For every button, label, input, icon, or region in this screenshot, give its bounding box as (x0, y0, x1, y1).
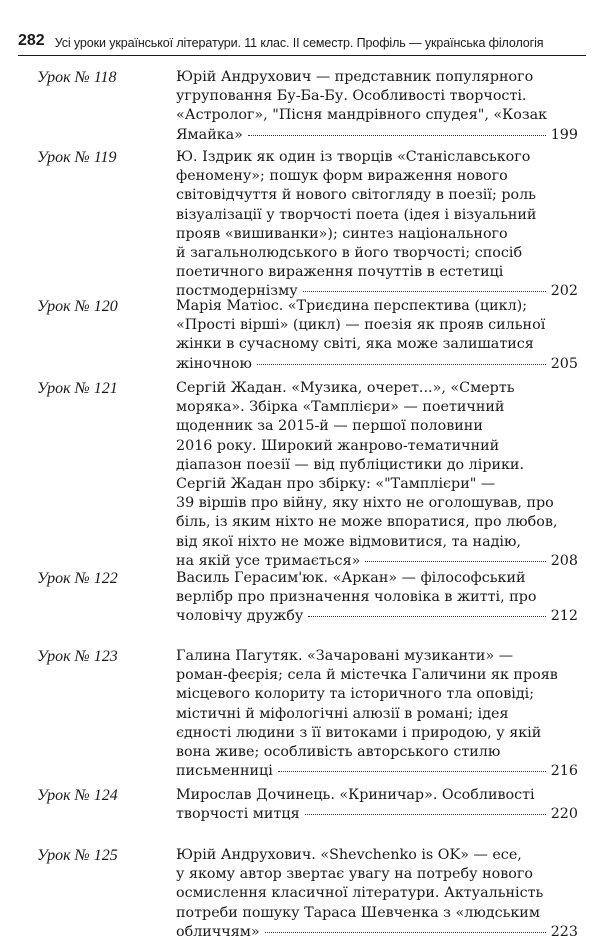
lesson-label: Урок № 123 (37, 648, 118, 665)
dot-leader (248, 135, 546, 136)
lesson-text-line: вона живе; особливість авторського стилю (176, 744, 501, 760)
running-title: Усі уроки української літератури. 11 клас. ІІ семестр. Профіль — українська філологія (54, 36, 544, 50)
lesson-text-line: Сергій Жадан. «Музика, очерет...», «Смерть (176, 380, 515, 396)
lesson-text-line: місцевого колориту та історичного тла оповіді; (176, 686, 535, 703)
lesson-text-line: Ямайка» (176, 126, 243, 143)
lesson-text-line: світовідчуття й нового світогляду в поезії; роль (176, 187, 536, 204)
running-header (18, 20, 586, 56)
lesson-text-line: 2016 року. Широкий жанрово-тематичний (176, 437, 500, 454)
lesson-text-line: Юрій Андрухович — представник популярного (176, 69, 534, 85)
lesson-text-line: жіночною (176, 355, 252, 372)
lesson-text-line: прояв «вишиванки»); синтез національного (176, 225, 508, 242)
lesson-text-line: «Прості вірші» (цикл) — поезія як прояв сильної (176, 317, 546, 334)
dot-leader (278, 771, 546, 772)
lesson-text-line: Василь Герасим'юк. «Аркан» — філософський (176, 570, 526, 586)
lesson-text-line: верлібр про призначення чоловіка в житті, про (176, 589, 537, 606)
lesson-text-line: щоденник за 2015-й — першої половини (176, 418, 483, 435)
lesson-text-line: у якому автор звертає увагу на потребу нового (176, 866, 533, 883)
lesson-last-line (176, 762, 578, 781)
lesson-text-line: жінки в сучасному світі, яка може залишатися (176, 336, 534, 353)
lesson-label: Урок № 122 (37, 570, 118, 587)
lesson-text-line: містичні й міфологічні алюзії в романі; ідея (176, 705, 509, 722)
lesson-text-line: діапазон поезії — від публіцистики до лірики. (176, 456, 525, 473)
lesson-text-line: осмислення класичної літератури. Актуальність (176, 885, 544, 902)
lesson-text-line: постмодернізму (176, 283, 298, 300)
lesson-text-line: творчості митця (176, 806, 300, 823)
dot-leader (365, 561, 545, 562)
lesson-last-line (176, 355, 578, 374)
lesson-last-line (176, 126, 578, 145)
lesson-page-number: 199 (550, 126, 578, 143)
lesson-text-line: й загальнолюдського в його творчості; спосіб (176, 245, 523, 261)
lesson-text-line: біль, із яким ніхто не може впоратися, про любов, (176, 514, 558, 531)
lesson-last-line (176, 923, 578, 942)
lesson-text-line: Юрій Андрухович. «Shevchenko is OK» — есе, (176, 847, 522, 863)
lesson-text-line: Марія Матіос. «Триєдина перспектива (цикл); (176, 298, 528, 314)
lesson-text-line: чоловічу дружбу (176, 608, 304, 625)
lesson-text-line: від якої ніхто не може відмовитися, та надію, (176, 533, 521, 550)
lesson-text-line: на якій усе тримається» (176, 552, 361, 569)
lesson-page-number: 202 (550, 283, 578, 300)
lesson-page-number: 212 (550, 608, 578, 625)
lesson-page-number: 216 (550, 763, 578, 780)
lesson-last-line (176, 805, 578, 824)
lesson-text-line: угруповання Бу-Ба-Бу. Особливості творчості. (176, 88, 527, 105)
lesson-text-line: Галина Пагутяк. «Зачаровані музиканти» — (176, 648, 514, 664)
lesson-text-line: «Астролог», "Пісня мандрівного спудея", «Козак (176, 107, 548, 124)
dot-leader (308, 616, 545, 617)
lesson-label: Урок № 118 (37, 69, 117, 86)
lesson-label: Урок № 120 (37, 298, 118, 315)
lesson-text-line: Ю. Іздрик як один із творців «Станіславського (176, 149, 531, 165)
lesson-page-number: 205 (550, 355, 578, 372)
lesson-page-number: 208 (550, 552, 578, 569)
lesson-text-line: візуалізації у творчості поета (ідея і візуальний (176, 206, 537, 223)
dot-leader (303, 291, 546, 292)
lesson-text-line: моряка». Збірка «Тамплієри» — поетичний (176, 399, 505, 416)
page-number: 282 (18, 32, 45, 49)
lesson-page-number: 220 (550, 806, 578, 823)
lesson-text-line: роман-феєрія; села й містечка Галичини як прояв (176, 667, 558, 684)
lesson-label: Урок № 124 (37, 787, 118, 804)
lesson-page-number: 223 (550, 923, 578, 940)
lesson-label: Урок № 121 (37, 380, 118, 397)
lesson-text-line: Мирослав Дочинець. «Криничар». Особливості (176, 787, 535, 803)
lesson-text-line: потреби пошуку Тараса Шевченка з «людським (176, 904, 540, 921)
lesson-label: Урок № 119 (37, 149, 117, 166)
lesson-text-line: письменниці (176, 763, 273, 780)
lesson-last-line (176, 607, 578, 626)
lesson-text-line: єдності людини з її витоками і природою, у якій (176, 724, 542, 741)
lesson-text-line: Сергій Жадан про збірку: «"Тамплієри" — (176, 476, 496, 492)
dot-leader (265, 932, 546, 933)
dot-leader (257, 364, 546, 365)
lesson-text-line: 39 віршів про війну, яку ніхто не оголошував, про (176, 495, 554, 512)
lesson-text-line: обличчям» (176, 923, 260, 940)
lesson-text-line: феномену»; пошук форм вираження нового (176, 168, 508, 185)
lesson-text-line: поетичного вираження почуттів в естетиці (176, 264, 504, 281)
lesson-label: Урок № 125 (37, 847, 118, 864)
dot-leader (305, 814, 546, 815)
